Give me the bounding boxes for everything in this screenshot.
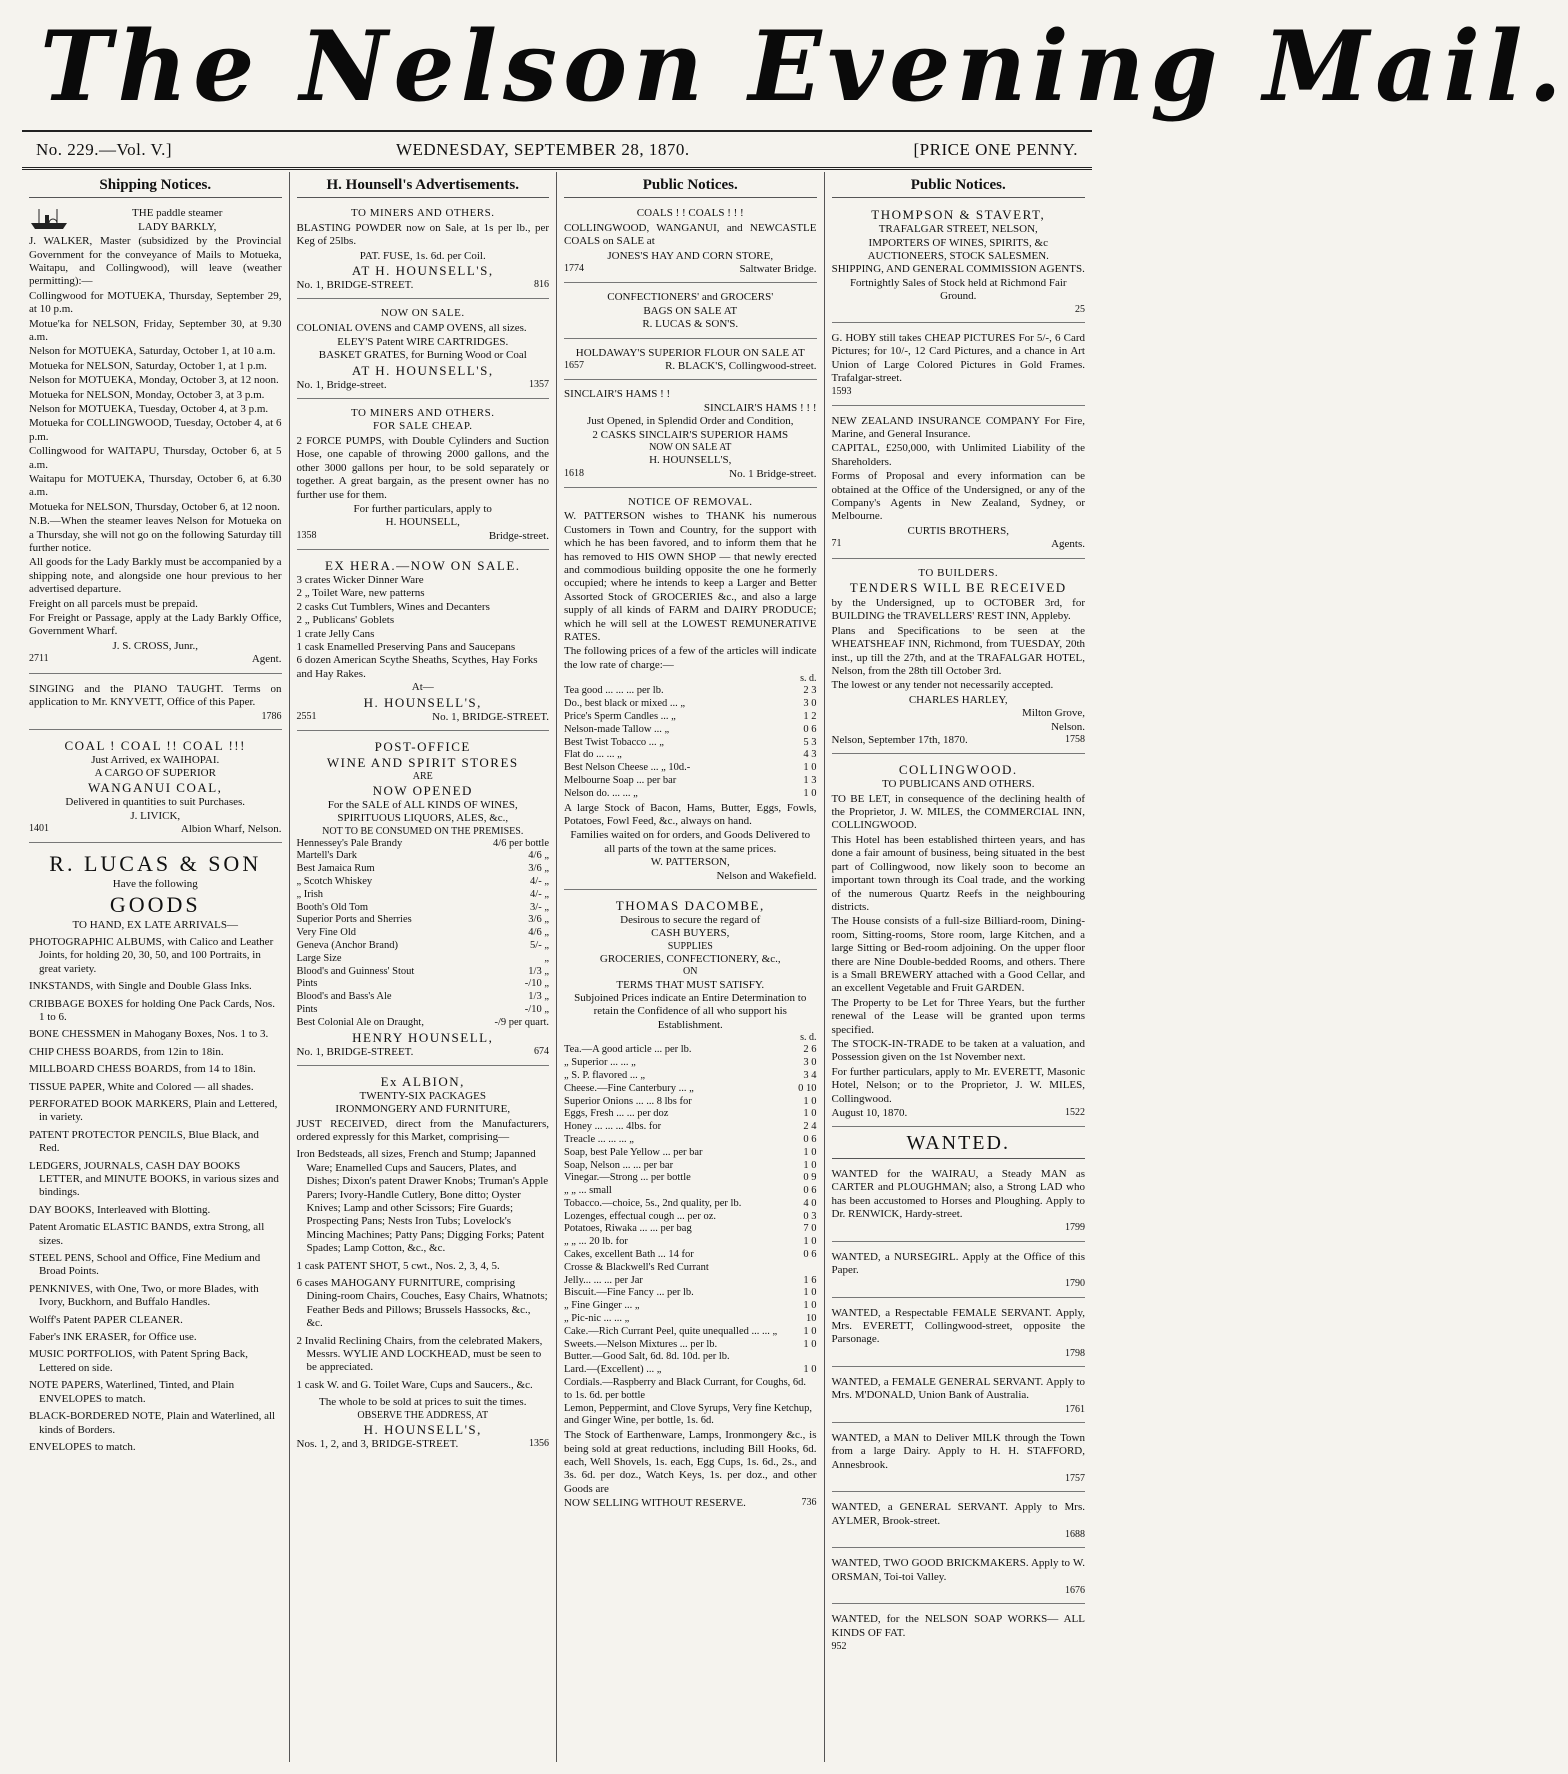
- postoffice-stores: WINE AND SPIRIT STORES: [326, 754, 519, 770]
- hams-title2: SINCLAIR'S HAMS ! ! !: [703, 401, 817, 414]
- lucas-goods: GOODS: [109, 891, 201, 917]
- lucas-item: DAY BOOKS, Interleaved with Blotting.: [29, 1203, 211, 1216]
- lucas-item: Patent Aromatic ELASTIC BANDS, extra Strong, all sizes.: [29, 1221, 265, 1247]
- lucas-item: PENKNIVES, with One, Two, or more Blades, with Ivory, Buckhorn, and Buffalo Handles.: [29, 1282, 259, 1309]
- dacombe-groceries: GROCERIES, CONFECTIONERY, &c.,: [599, 952, 781, 965]
- price-row: Butter.—Good Salt, 6d. 8d. 10d. per lb.: [564, 1351, 730, 1363]
- price-row: Martell's Dark 4/6 „: [296, 850, 549, 862]
- ship-text2: LADY BARKLY,: [138, 220, 217, 233]
- removal-families: Families waited on for orders, and Goods Delivered to all parts of the town at the same prices.: [570, 829, 811, 855]
- column-heading: Public Notices.: [564, 172, 817, 198]
- pumps-apply: For further particulars, apply to: [353, 502, 492, 515]
- price-row: Lemon, Peppermint, and Clove Syrups, Very fine Ketchup, and Ginger Wine, per bottle, 1s. 6d.: [564, 1402, 812, 1427]
- ad-hams: [564, 384, 817, 488]
- ad-wanted: [832, 1496, 1086, 1548]
- lucas-item: ENVELOPES to match.: [29, 1440, 136, 1453]
- price-row: Melbourne Soap ... per bar 1 3: [564, 775, 817, 787]
- ad-number: 1688: [1065, 1529, 1085, 1541]
- miners-addr: No. 1, BRIDGE-STREET.: [296, 278, 414, 291]
- masthead-title: The Nelson Evening Mail.: [40, 10, 1568, 123]
- schedule-line: Nelson for MOTUEKA, Tuesday, October 4, at 3 p.m.: [29, 402, 269, 415]
- lucas-item: STEEL PENS, School and Office, Fine Medium and Broad Points.: [29, 1252, 261, 1278]
- column-hounsell: [290, 172, 558, 1762]
- albion-sold: The whole to be sold at prices to suit the times.: [319, 1396, 527, 1409]
- dacombe-terms: TERMS THAT MUST SATISFY.: [616, 978, 765, 991]
- price-row: „ „ ... 20 lb. for 1 0: [564, 1236, 817, 1248]
- albion-addr: Nos. 1, 2, and 3, BRIDGE-STREET.: [296, 1437, 459, 1450]
- price-row: Nelson-made Tallow ... „ 0 6: [564, 723, 817, 735]
- ad-number: 25: [1075, 303, 1085, 315]
- lucas-item: PERFORATED BOOK MARKERS, Plain and Lettered, in variety.: [29, 1097, 278, 1124]
- wanted-heading: WANTED.: [832, 1131, 1086, 1158]
- price-row: „ Fine Ginger ... „ 1 0: [564, 1300, 817, 1312]
- onsale-ely: ELEY'S Patent WIRE CARTRIDGES.: [337, 336, 509, 348]
- miners-text: BLASTING POWDER now on Sale, at 1s per lb., per Keg of 25lbs.: [296, 221, 549, 248]
- postoffice-not: NOT TO BE CONSUMED ON THE PREMISES.: [322, 825, 524, 837]
- ad-number: 816: [534, 278, 549, 290]
- ad-singing: [29, 678, 282, 730]
- albion-item: 6 cases MAHOGANY FURNITURE, comprising Dining-room Chairs, Couches, Easy Chairs, Whatnots; Feather Beds and Pillows; Brussels Hassocks, &c., &c.: [296, 1277, 548, 1330]
- ship-signer: J. S. CROSS, Junr.,: [112, 639, 199, 652]
- postoffice-name: HENRY HOUNSELL,: [352, 1029, 494, 1045]
- coals-text: COLLINGWOOD, WANGANUI, and NEWCASTLE COALS on SALE at: [564, 221, 817, 248]
- miners-fuse: PAT. FUSE, 1s. 6d. per Coil.: [359, 249, 486, 262]
- bags-title: CONFECTIONERS' and GROCERS': [607, 291, 774, 304]
- collingwood-text: TO BE LET, in consequence of the declining health of the Proprietor, J. W. MILES, the COMMERCIAL INN, COLLINGWOOD.: [831, 792, 1085, 832]
- ad-number: 736: [801, 1497, 817, 1509]
- price-row: Tea good ... ... ... per lb. 2 3: [564, 685, 817, 697]
- price-row: Do., best black or mixed ... „ 3 0: [564, 698, 817, 710]
- ad-miners: [297, 203, 550, 299]
- insurance-forms: Forms of Proposal and every information can be obtained at the Office of the Undersigned, or any of the Company's Agents in New Zealand, Sydney, or Melbourne.: [831, 470, 1085, 523]
- columns: [22, 172, 1092, 1762]
- ad-flour: [564, 343, 817, 381]
- price-row: Cake.—Rich Currant Peel, quite unequalled ... ... „ 1 0: [564, 1325, 817, 1337]
- albion-item: 2 Invalid Reclining Chairs, from the celebrated Makers, Messrs. WYLIE AND LOCKHEAD, must be seen to be appreciated.: [296, 1334, 543, 1374]
- price-row: Honey ... ... ... 4lbs. for 2 4: [564, 1121, 817, 1133]
- schedule-line: Nelson for MOTUEKA, Saturday, October 1, at 10 a.m.: [29, 345, 276, 358]
- price-row: Blood's and Bass's Ale 1/3 „: [296, 991, 549, 1003]
- hera-item: 2 casks Cut Tumblers, Wines and Decanters: [296, 600, 490, 613]
- ad-number: 1401: [29, 823, 49, 835]
- albion-name: H. HOUNSELL'S,: [363, 1421, 482, 1437]
- ad-coals: [564, 203, 817, 283]
- price-row: Geneva (Anchor Brand) 5/- „: [296, 940, 549, 952]
- price-row: Soap, Nelson ... ... per bar 1 0: [564, 1159, 817, 1171]
- ad-number: 1676: [1065, 1585, 1085, 1597]
- ad-wanted: [832, 1302, 1086, 1367]
- price-row: Vinegar.—Strong ... per bottle 0 9: [564, 1172, 817, 1184]
- ad-collingwood: [832, 758, 1086, 1127]
- hams-casks: 2 CASKS SINCLAIR'S SUPERIOR HAMS: [592, 428, 789, 441]
- price-row: „ Irish 4/- „: [296, 888, 549, 900]
- coal-cargo: A CARGO OF SUPERIOR: [94, 766, 216, 779]
- insurance-role: Agents.: [1051, 538, 1085, 551]
- coals-addr: Saltwater Bridge.: [739, 262, 817, 275]
- steamship-icon: [29, 207, 69, 231]
- ad-number: 674: [534, 1045, 549, 1057]
- price-row: Potatoes, Riwaka ... ... per bag 7 0: [564, 1223, 817, 1235]
- miners-at: AT H. HOUNSELL'S,: [351, 262, 494, 278]
- ad-number: 71: [831, 538, 842, 550]
- price-row: Best Colonial Ale on Draught, -/9 per quart.: [296, 1016, 549, 1028]
- albion-item: Iron Bedsteads, all sizes, French and Stump; Japanned Ware; Enamelled Cups and Saucers, Plates, and Dishes; Dixon's patent Drawer Knobs; Truman's Apple Parers; Ivory-Handle Cutlery, Bone ditto; Oyster Knives; Lamp and other Scissors; Fire Guards; Prospecting Pans; Nests Iron Tubs; Lovelock's Mincing Machines; Patty Pans; Digging Forks; Patent Spades; Lamp Cotton, &c., &c.: [296, 1148, 549, 1255]
- collingwood-sub: TO PUBLICANS AND OTHERS.: [881, 778, 1035, 791]
- price-row: „ Pic-nic ... ... „ 10: [564, 1313, 817, 1325]
- column-heading: H. Hounsell's Advertisements.: [297, 172, 550, 198]
- onsale-ovens: COLONIAL OVENS and CAMP OVENS, all sizes.: [296, 321, 527, 334]
- miners-title: TO MINERS AND OTHERS.: [350, 207, 495, 220]
- collingwood-title: COLLINGWOOD.: [898, 762, 1018, 778]
- lucas-item: BLACK-BORDERED NOTE, Plain and Waterlined, all kinds of Borders.: [29, 1410, 276, 1436]
- ad-number: 1522: [1065, 1107, 1085, 1118]
- schedule-line: Nelson for MOTUEKA, Monday, October 3, at 12 noon.: [29, 374, 279, 387]
- price-row: Lard.—(Excellent) ... „ 1 0: [564, 1364, 817, 1376]
- insurance-title: NEW ZEALAND INSURANCE COMPANY For Fire, Marine, and General Insurance.: [831, 414, 1085, 440]
- thompson-auction: AUCTIONEERS, STOCK SALESMEN.: [867, 249, 1049, 262]
- issue-date: WEDNESDAY, SEPTEMBER 28, 1870.: [395, 139, 690, 159]
- removal-follow: The following prices of a few of the articles will indicate the low rate of charge:—: [564, 645, 817, 671]
- ad-dacombe: [564, 894, 817, 1517]
- ad-removal: [564, 492, 817, 890]
- ad-number: 1774: [564, 262, 584, 274]
- dacombe-on: ON: [683, 966, 698, 978]
- dacombe-title: THOMAS DACOMBE,: [615, 898, 765, 914]
- onsale-addr: No. 1, Bridge-street.: [296, 378, 387, 391]
- hera-item: 1 cask Enamelled Preserving Pans and Saucepans: [296, 641, 516, 654]
- price-row: „ „ ... small 0 6: [564, 1185, 817, 1197]
- price-row: Superior Ports and Sherries 3/6 „: [296, 914, 549, 926]
- lucas-title: R. LUCAS & SON: [49, 851, 262, 877]
- collingwood-established: This Hotel has been established thirteen years, and has done a fair amount of business, being situated in the best part of Collingwood, now likely soon to become an important town through its Coal trade, and the working of the numerous Quartz Reefs in the neighbouring districts.: [831, 833, 1085, 913]
- lucas-item: MUSIC PORTFOLIOS, with Patent Spring Back, Lettered on side.: [29, 1348, 249, 1374]
- issue-price: [PRICE ONE PENNY.: [913, 139, 1078, 159]
- ad-bags: [564, 287, 817, 338]
- ad-wanted: [832, 1608, 1086, 1659]
- ad-postoffice: [297, 735, 550, 1066]
- lucas-item: CHIP CHESS BOARDS, from 12in to 18in.: [29, 1045, 224, 1058]
- pumps-text: 2 FORCE PUMPS, with Double Cylinders and Suction Hose, one capable of throwing 2000 gallons, and the other 3000 gallons per hour, to be sold separately or together. A great bargain, as the present owner has no further use for them.: [296, 434, 549, 501]
- albion-item: 1 cask W. and G. Toilet Ware, Cups and Saucers., &c.: [296, 1378, 533, 1391]
- onsale-grates: BASKET GRATES, for Burning Wood or Coal: [318, 349, 527, 362]
- lucas-item: MILLBOARD CHESS BOARDS, from 14 to 18in.: [29, 1063, 256, 1076]
- price-row: „ S. P. flavored ... „ 3 4: [564, 1069, 817, 1081]
- albion-sub: TWENTY-SIX PACKAGES: [359, 1089, 486, 1102]
- removal-signer: W. PATTERSON,: [650, 856, 730, 869]
- removal-units: s. d.: [800, 673, 817, 685]
- ad-number: 1657: [564, 359, 584, 371]
- albion-observe: OBSERVE THE ADDRESS, AT: [357, 1409, 489, 1421]
- thompson-title: THOMPSON & STAVERT,: [871, 207, 1046, 223]
- price-row: Best Jamaica Rum 3/6 „: [296, 863, 549, 875]
- ad-number: 1357: [529, 378, 549, 390]
- price-row: „ Scotch Whiskey 4/- „: [296, 876, 549, 888]
- wanted-text: WANTED, TWO GOOD BRICKMAKERS. Apply to W. ORSMAN, Toi-toi Valley.: [831, 1557, 1085, 1583]
- hera-item: 2 „ Toilet Ware, new patterns: [296, 587, 425, 600]
- dacombe-subjoined: Subjoined Prices indicate an Entire Determination to retain the Confidence of all who support his Establishment.: [574, 991, 807, 1031]
- wanted-text: WANTED, a MAN to Deliver MILK through the Town from a large Dairy. Apply to H. H. STAFFORD, Annesbrook.: [831, 1432, 1085, 1471]
- price-row: Cordials.—Raspberry and Black Currant, for Coughs, 6d. to 1s. 6d. per bottle: [564, 1377, 807, 1401]
- coal-delivered: Delivered in quantities to suit Purchases.: [65, 796, 246, 809]
- price-row: Best Twist Tobacco ... „ 5 3: [564, 736, 817, 748]
- hera-item: 6 dozen American Scythe Sheaths, Scythes, Hay Forks and Hay Rakes.: [296, 654, 538, 680]
- price-row: Crosse & Blackwell's Red Currant: [564, 1261, 709, 1273]
- collingwood-date: August 10, 1870.: [831, 1107, 908, 1119]
- price-row: Lozenges, effectual cough ... per oz. 0 3: [564, 1210, 817, 1222]
- ad-number: 952: [831, 1641, 847, 1653]
- schedule-line: Waitapu for MOTUEKA, Thursday, October 6, at 6.30 a.m.: [29, 473, 282, 499]
- hams-opened: Just Opened, in Splendid Order and Condition,: [586, 415, 794, 428]
- column-shipping: [22, 172, 290, 1762]
- dacombe-cash: CASH BUYERS,: [651, 927, 730, 940]
- pumps-signer: H. HOUNSELL,: [385, 516, 460, 529]
- price-row: Soap, best Pale Yellow ... per bar 1 0: [564, 1146, 817, 1158]
- ad-number: 1757: [1065, 1473, 1085, 1485]
- lucas-item: PATENT PROTECTOR PENCILS, Blue Black, and Red.: [29, 1128, 259, 1155]
- schedule-line: Collingwood for WAITAPU, Thursday, October 6, at 5 a.m.: [29, 445, 282, 471]
- hera-name: H. HOUNSELL'S,: [363, 694, 482, 710]
- price-row: Price's Sperm Candles ... „ 1 2: [564, 711, 817, 723]
- onsale-at: AT H. HOUNSELL'S,: [351, 362, 494, 378]
- hoby-text: G. HOBY still takes CHEAP PICTURES For 5/-, 6 Card Pictures; for 10/-, 12 Card Pictures, and a chance in Art Union of Large Colored Pictures in Gold Frames. Trafalgar-street.: [831, 331, 1085, 384]
- schedule-line: Motue'ka for NELSON, Friday, September 30, at 9.30 a.m.: [29, 317, 282, 343]
- albion-sub2: IRONMONGERY AND FURNITURE,: [335, 1103, 511, 1116]
- ad-number: 1593: [831, 386, 852, 398]
- collingwood-stock: The STOCK-IN-TRADE to be taken at a valuation, and Possession given on the 1st November next.: [831, 1037, 1085, 1064]
- ship-nb: N.B.—When the steamer leaves Nelson for Motueka on a Thursday, she will not go on the following Saturday till further notice.: [29, 515, 282, 555]
- ad-number: 2711: [29, 653, 49, 665]
- hera-item: 2 „ Publicans' Goblets: [296, 614, 395, 627]
- price-row: Tobacco.—choice, 5s., 2nd quality, per lb. 4 0: [564, 1197, 817, 1209]
- coals-where: JONES'S HAY AND CORN STORE,: [607, 249, 774, 262]
- ship-body: J. WALKER, Master (subsidized by the Provincial Government for the conveyance of Mails to Motueka, Waitapu, and Collingwood), will leave (weather permitting):—: [29, 235, 282, 288]
- price-row: Jelly... ... ... per Jar 1 6: [564, 1274, 817, 1286]
- schedule-line: Collingwood for MOTUEKA, Thursday, September 29, at 10 p.m.: [29, 289, 282, 316]
- collingwood-house: The House consists of a full-size Billiard-room, Dining-room, Sitting-rooms, Store room, large Kitchen, and a large Sitting or Bed-room adjoining. On the upper floor there are Nine Double-bedded Rooms, and others. There is a Small BREWERY attached with a Good Cellar, and an excellent Vegetable and Fruit GARDEN.: [831, 915, 1085, 995]
- thompson-importers: IMPORTERS OF WINES, SPIRITS, &c: [868, 236, 1048, 249]
- albion-item: 1 cask PATENT SHOT, 5 cwt., Nos. 2, 3, 4, 5.: [296, 1259, 500, 1272]
- column-heading: Shipping Notices.: [29, 172, 282, 198]
- lucas-have: Have the following: [112, 878, 198, 891]
- dacombe-desirous: Desirous to secure the regard of: [620, 913, 761, 926]
- price-row: Blood's and Guinness' Stout 1/3 „: [296, 965, 549, 977]
- ship-text1: THE paddle steamer: [132, 207, 223, 220]
- ad-albion: [297, 1070, 550, 1457]
- coal-place: Albion Wharf, Nelson.: [180, 823, 282, 836]
- builders-title: TO BUILDERS.: [918, 566, 999, 579]
- schedule-line: Motueka for NELSON, Monday, October 3, at 3 p.m.: [29, 388, 265, 401]
- column-public-notices-1: [557, 172, 825, 1762]
- hera-addr: No. 1, BRIDGE-STREET.: [432, 710, 549, 723]
- lucas-arrivals: TO HAND, EX LATE ARRIVALS—: [72, 918, 238, 931]
- thompson-shipping: SHIPPING, AND GENERAL COMMISSION AGENTS.: [831, 263, 1085, 276]
- lucas-item: LEDGERS, JOURNALS, CASH DAY BOOKS LETTER, and MINUTE BOOKS, in various sizes and bindings.: [29, 1159, 279, 1199]
- ad-pumps: [297, 403, 550, 550]
- collingwood-further: For further particulars, apply to Mr. EVERETT, Masonic Hotel, Nelson; or to the Proprietor, J. W. MILES, Collingwood.: [831, 1065, 1085, 1105]
- builders-date: Nelson, September 17th, 1870.: [831, 733, 968, 746]
- coal-title: COAL ! COAL !! COAL !!!: [64, 737, 246, 753]
- lucas-item: NOTE PAPERS, Waterlined, Tinted, and Plain ENVELOPES to match.: [29, 1379, 235, 1405]
- ship-goods: All goods for the Lady Barkly must be accompanied by a shipping note, and alongside one hour previous to her advertised departure.: [29, 556, 282, 596]
- removal-addr: Nelson and Wakefield.: [716, 869, 817, 882]
- price-row: Hennessey's Pale Brandy 4/6 per bottle: [296, 837, 549, 849]
- albion-text: JUST RECEIVED, direct from the Manufacturers, ordered expressly for this Market, comprising—: [296, 1117, 549, 1143]
- flour-where: R. BLACK'S, Collingwood-street.: [665, 359, 817, 372]
- postoffice-addr: No. 1, BRIDGE-STREET.: [296, 1045, 414, 1058]
- ship-apply: For Freight or Passage, apply at the Lady Barkly Office, Government Wharf.: [29, 612, 282, 638]
- ad-number: 1356: [529, 1437, 549, 1449]
- builders-lowest: The lowest or any tender not necessarily accepted.: [831, 679, 1054, 692]
- ad-wanted: [832, 1163, 1086, 1242]
- ad-number: 1798: [1065, 1347, 1085, 1359]
- price-row: Tea.—A good article ... per lb. 2 6: [564, 1044, 817, 1056]
- wanted-text: WANTED, for the NELSON SOAP WORKS— ALL KINDS OF FAT.: [831, 1613, 1085, 1639]
- singing-text: SINGING and the PIANO TAUGHT. Terms on application to Mr. KNYVETT, Office of this Paper.: [29, 682, 282, 709]
- lucas-item: CRIBBAGE BOXES for holding One Pack Cards, Nos. 1 to 6.: [29, 997, 275, 1023]
- flour-text: HOLDAWAY'S SUPERIOR FLOUR ON SALE AT: [575, 346, 805, 359]
- removal-text: W. PATTERSON wishes to THANK his numerous Customers in Town and Country, for the support with which he has been favored, and to inform them that he has removed to HIS OWN SHOP — that newly erected and commodious building opposite the one he formerly occupied; where he intends to keep a Larger and Better Assorted Stock of GROCERIES &c., and also a large supply of all kinds of FARM and DAIRY PRODUCE; which he will sell at the LOWEST REMUNERATIVE RATES.: [564, 510, 817, 644]
- wanted-text: WANTED, a NURSEGIRL. Apply at the Office of this Paper.: [831, 1250, 1085, 1277]
- wanted-text: WANTED, a GENERAL SERVANT. Apply to Mrs. AYLMER, Brook-street.: [831, 1501, 1085, 1527]
- ad-insurance: [832, 410, 1086, 559]
- price-row: Cakes, excellent Bath ... 14 for 0 6: [564, 1249, 817, 1261]
- ad-wanted: [832, 1246, 1086, 1298]
- ad-wanted: [832, 1552, 1086, 1604]
- price-row: Best Nelson Cheese ... „ 10d.- 1 0: [564, 762, 817, 774]
- hera-at: At—: [411, 681, 434, 694]
- postoffice-are: ARE: [412, 770, 433, 782]
- dacombe-selling: NOW SELLING WITHOUT RESERVE.: [564, 1497, 746, 1510]
- bags-where: R. LUCAS & SON'S.: [642, 318, 739, 331]
- pumps-title: TO MINERS AND OTHERS.: [350, 407, 495, 420]
- coal-arrived: Just Arrived, ex WAIHOPAI.: [91, 753, 220, 766]
- ship-freight: Freight on all parcels must be prepaid.: [29, 597, 198, 610]
- collingwood-property: The Property to be Let for Three Years, but the further renewal of the Lease will be granted upon terms specified.: [831, 996, 1085, 1036]
- lucas-item: PHOTOGRAPHIC ALBUMS, with Calico and Leather Joints, for holding 20, 30, 50, and 100 Portraits, in great variety.: [29, 935, 274, 975]
- insurance-signer: CURTIS BROTHERS,: [907, 524, 1009, 537]
- price-row: Nelson do. ... ... „ 1 0: [564, 787, 817, 799]
- builders-plans: Plans and Specifications to be seen at the WHEATSHEAF INN, Richmond, from TUESDAY, 20th inst., up till the 27th, and at the TRAFALGAR HOTEL, Nelson, from the 28th till October 3rd.: [831, 624, 1085, 677]
- ad-number: 1618: [564, 467, 584, 479]
- dacombe-units: s. d.: [800, 1032, 817, 1044]
- thompson-fortnightly: Fortnightly Sales of Stock held at Richmond Fair Ground.: [849, 276, 1067, 303]
- ad-number: 1358: [296, 529, 317, 541]
- coal-name: WANGANUI COAL,: [88, 780, 223, 796]
- price-row: Very Fine Old 4/6 „: [296, 927, 549, 939]
- removal-title: NOTICE OF REMOVAL.: [627, 495, 753, 508]
- issue-number: No. 229.—Vol. V.]: [36, 139, 173, 159]
- builders-grove: Milton Grove,: [1022, 707, 1085, 720]
- hams-title1: SINCLAIR'S HAMS ! !: [564, 388, 671, 401]
- column-public-notices-2: [825, 172, 1093, 1762]
- lucas-item: Wolff's Patent PAPER CLEANER.: [29, 1313, 183, 1326]
- schedule-line: Motueka for COLLINGWOOD, Tuesday, October 4, at 6 p.m.: [29, 417, 282, 443]
- ship-role: Agent.: [251, 653, 282, 666]
- lucas-item: Faber's INK ERASER, for Office use.: [29, 1331, 197, 1344]
- insurance-capital: CAPITAL, £250,000, with Unlimited Liability of the Shareholders.: [831, 442, 1085, 468]
- coals-title: COALS ! ! COALS ! ! !: [636, 207, 744, 220]
- lucas-item: INKSTANDS, with Single and Double Glass Inks.: [29, 980, 252, 993]
- price-row: Sweets.—Nelson Mixtures ... per lb. 1 0: [564, 1338, 817, 1350]
- price-row: Cheese.—Fine Canterbury ... „ 0 10: [564, 1082, 817, 1094]
- ad-wanted: [832, 1427, 1086, 1492]
- onsale-title: NOW ON SALE.: [380, 307, 465, 320]
- dacombe-stock: The Stock of Earthenware, Lamps, Ironmongery &c., is being sold at great reductions, including Bill Hooks, 6d. each, Well Shovels, 1s. each, Egg Cups, 1s. 6d., 2s., and 3s. 6d. per doz., Watch Keys, 1s. per doz., and other Goods are: [564, 1429, 817, 1495]
- builders-text: by the Undersigned, up to OCTOBER 3rd, for BUILDING the TRAVELLERS' REST INN, Appleby.: [831, 596, 1085, 623]
- price-row: Flat do ... ... „ 4 3: [564, 749, 817, 761]
- builders-tenders: TENDERS WILL BE RECEIVED: [849, 580, 1067, 596]
- price-row: „ Superior ... ... „ 3 0: [564, 1057, 817, 1069]
- hams-name: H. HOUNSELL'S,: [649, 454, 732, 467]
- postoffice-for: For the SALE of ALL KINDS OF WINES, SPIRITUOUS LIQUORS, ALES, &c.,: [327, 798, 518, 825]
- price-row: Booth's Old Tom 3/- „: [296, 901, 549, 913]
- ad-coal: [29, 734, 282, 844]
- ad-thompson: [832, 203, 1086, 322]
- ad-builders: [832, 563, 1086, 755]
- ad-hoby: [832, 327, 1086, 406]
- builders-signer: CHARLES HARLEY,: [908, 693, 1008, 706]
- price-row: Treacle ... ... ... „ 0 6: [564, 1133, 817, 1145]
- column-heading: Public Notices.: [832, 172, 1086, 198]
- wanted-text: WANTED, a Respectable FEMALE SERVANT. Apply, Mrs. EVERETT, Collingwood-street, opposite the Parsonage.: [831, 1306, 1085, 1346]
- price-row: Large Size „: [296, 952, 549, 964]
- ad-number: 1761: [1065, 1403, 1085, 1415]
- lucas-item: TISSUE PAPER, White and Colored — all shades.: [29, 1080, 254, 1093]
- wanted-text: WANTED for the WAIRAU, a Steady MAN as CARTER and PLOUGHMAN; also, a Strong LAD who has been accustomed to Horses and Ploughing. Apply to Dr. RENWICK, Hardy-street.: [831, 1167, 1085, 1221]
- ad-number: 1799: [1065, 1222, 1085, 1234]
- hams-addr: No. 1 Bridge-street.: [729, 467, 817, 480]
- pumps-addr: Bridge-street.: [488, 529, 549, 542]
- dateline: [22, 130, 1092, 170]
- dacombe-supplies: SUPPLIES: [667, 940, 713, 952]
- price-row: Pints -/10 „: [296, 978, 549, 990]
- bags-sub: BAGS ON SALE AT: [643, 304, 738, 317]
- hera-item: 1 crate Jelly Cans: [296, 627, 375, 640]
- ad-number: 1786: [261, 710, 282, 722]
- hams-now: NOW ON SALE AT: [649, 441, 732, 453]
- hera-title: EX HERA.—NOW ON SALE.: [324, 558, 521, 574]
- ad-number: 1758: [1065, 733, 1085, 745]
- price-row: Superior Onions ... ... 8 lbs for 1 0: [564, 1095, 817, 1107]
- wanted-text: WANTED, a FEMALE GENERAL SERVANT. Apply to Mrs. M'DONALD, Union Bank of Australia.: [831, 1376, 1085, 1402]
- ad-number: 1790: [1065, 1278, 1085, 1290]
- ad-number: 2551: [296, 710, 317, 722]
- ad-lucas: [29, 847, 282, 1464]
- coal-signer: J. LIVICK,: [130, 809, 181, 822]
- albion-title: Ex ALBION,: [380, 1073, 465, 1089]
- ad-onsale: [297, 303, 550, 399]
- ad-lady-barkly: [29, 203, 282, 673]
- price-row: Eggs, Fresh ... ... per doz 1 0: [564, 1108, 817, 1120]
- removal-stock: A large Stock of Bacon, Hams, Butter, Eggs, Fowls, Potatoes, Fowl Feed, &c., always on hand.: [564, 801, 817, 828]
- ad-hera: [297, 554, 550, 731]
- schedule-line: Motueka for NELSON, Saturday, October 1, at 1 p.m.: [29, 359, 267, 372]
- postoffice-title: POST-OFFICE: [374, 738, 471, 754]
- builders-nelson: Nelson.: [1051, 720, 1085, 733]
- pumps-sub: FOR SALE CHEAP.: [373, 420, 473, 433]
- hera-item: 3 crates Wicker Dinner Ware: [296, 574, 424, 586]
- schedule-line: Motueka for NELSON, Thursday, October 6, at 12 noon.: [29, 500, 280, 513]
- price-row: Pints -/10 „: [296, 1004, 549, 1016]
- price-row: Biscuit.—Fine Fancy ... per lb. 1 0: [564, 1287, 817, 1299]
- masthead: [40, 8, 1568, 126]
- ad-wanted: [832, 1371, 1086, 1423]
- lucas-item: BONE CHESSMEN in Mahogany Boxes, Nos. 1 to 3.: [29, 1028, 269, 1041]
- thompson-addr: TRAFALGAR STREET, NELSON,: [878, 223, 1038, 236]
- postoffice-opened: NOW OPENED: [372, 782, 473, 798]
